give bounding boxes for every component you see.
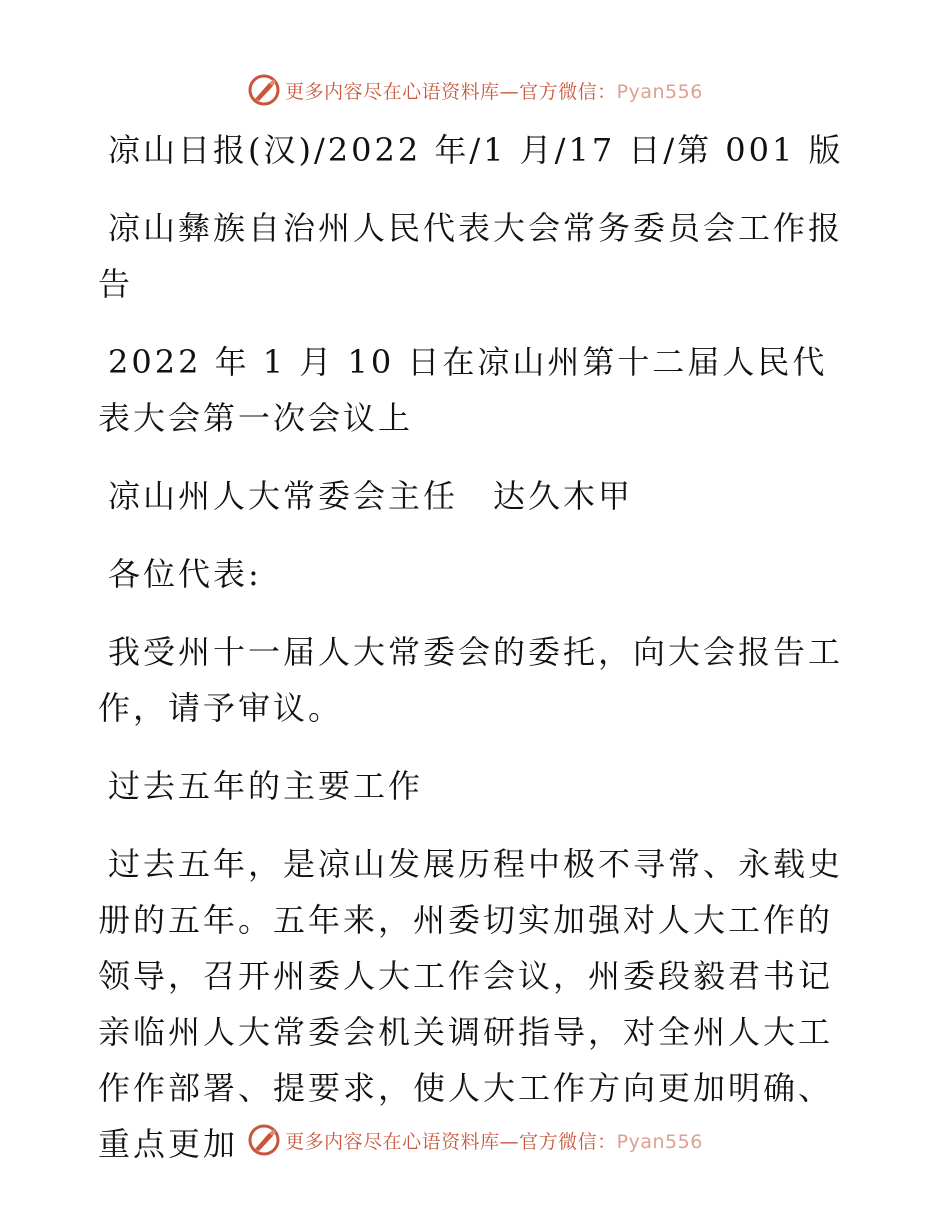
report-title: 凉山彝族自治州人民代表大会常务委员会工作报告 xyxy=(98,209,844,303)
document-body xyxy=(98,122,858,1192)
watermark-footer xyxy=(0,1120,950,1160)
source-line: 凉山日报(汉)/2022 年/1 月/17 日/第 001 版 xyxy=(108,131,844,169)
salutation: 各位代表: xyxy=(108,555,262,593)
body-paragraph: 过去五年，是凉山发展历程中极不寻常、永载史册的五年。五年来，州委切实加强对人大工作的领导，召开州委人大工作会议，州委段毅君书记亲临州人大常委会机关调研指导，对全州人大工作作部署、提要求，使人大工作方向更加明确、重点更加 xyxy=(98,845,844,1163)
pen-logo-icon xyxy=(247,1123,281,1157)
report-author: 凉山州人大常委会主任 达久木甲 xyxy=(108,477,634,515)
pen-logo-icon xyxy=(247,73,281,107)
report-date-venue: 2022 年 1 月 10 日在凉山州第十二届人民代表大会第一次会议上 xyxy=(98,343,828,437)
watermark-text: 更多内容尽在心语资料库—官方微信：Pyan556 xyxy=(285,1130,703,1153)
watermark-header xyxy=(0,70,950,110)
watermark-text: 更多内容尽在心语资料库—官方微信：Pyan556 xyxy=(285,80,703,103)
intro-paragraph: 我受州十一届人大常委会的委托，向大会报告工作，请予审议。 xyxy=(98,633,844,727)
section-heading: 过去五年的主要工作 xyxy=(108,767,424,805)
